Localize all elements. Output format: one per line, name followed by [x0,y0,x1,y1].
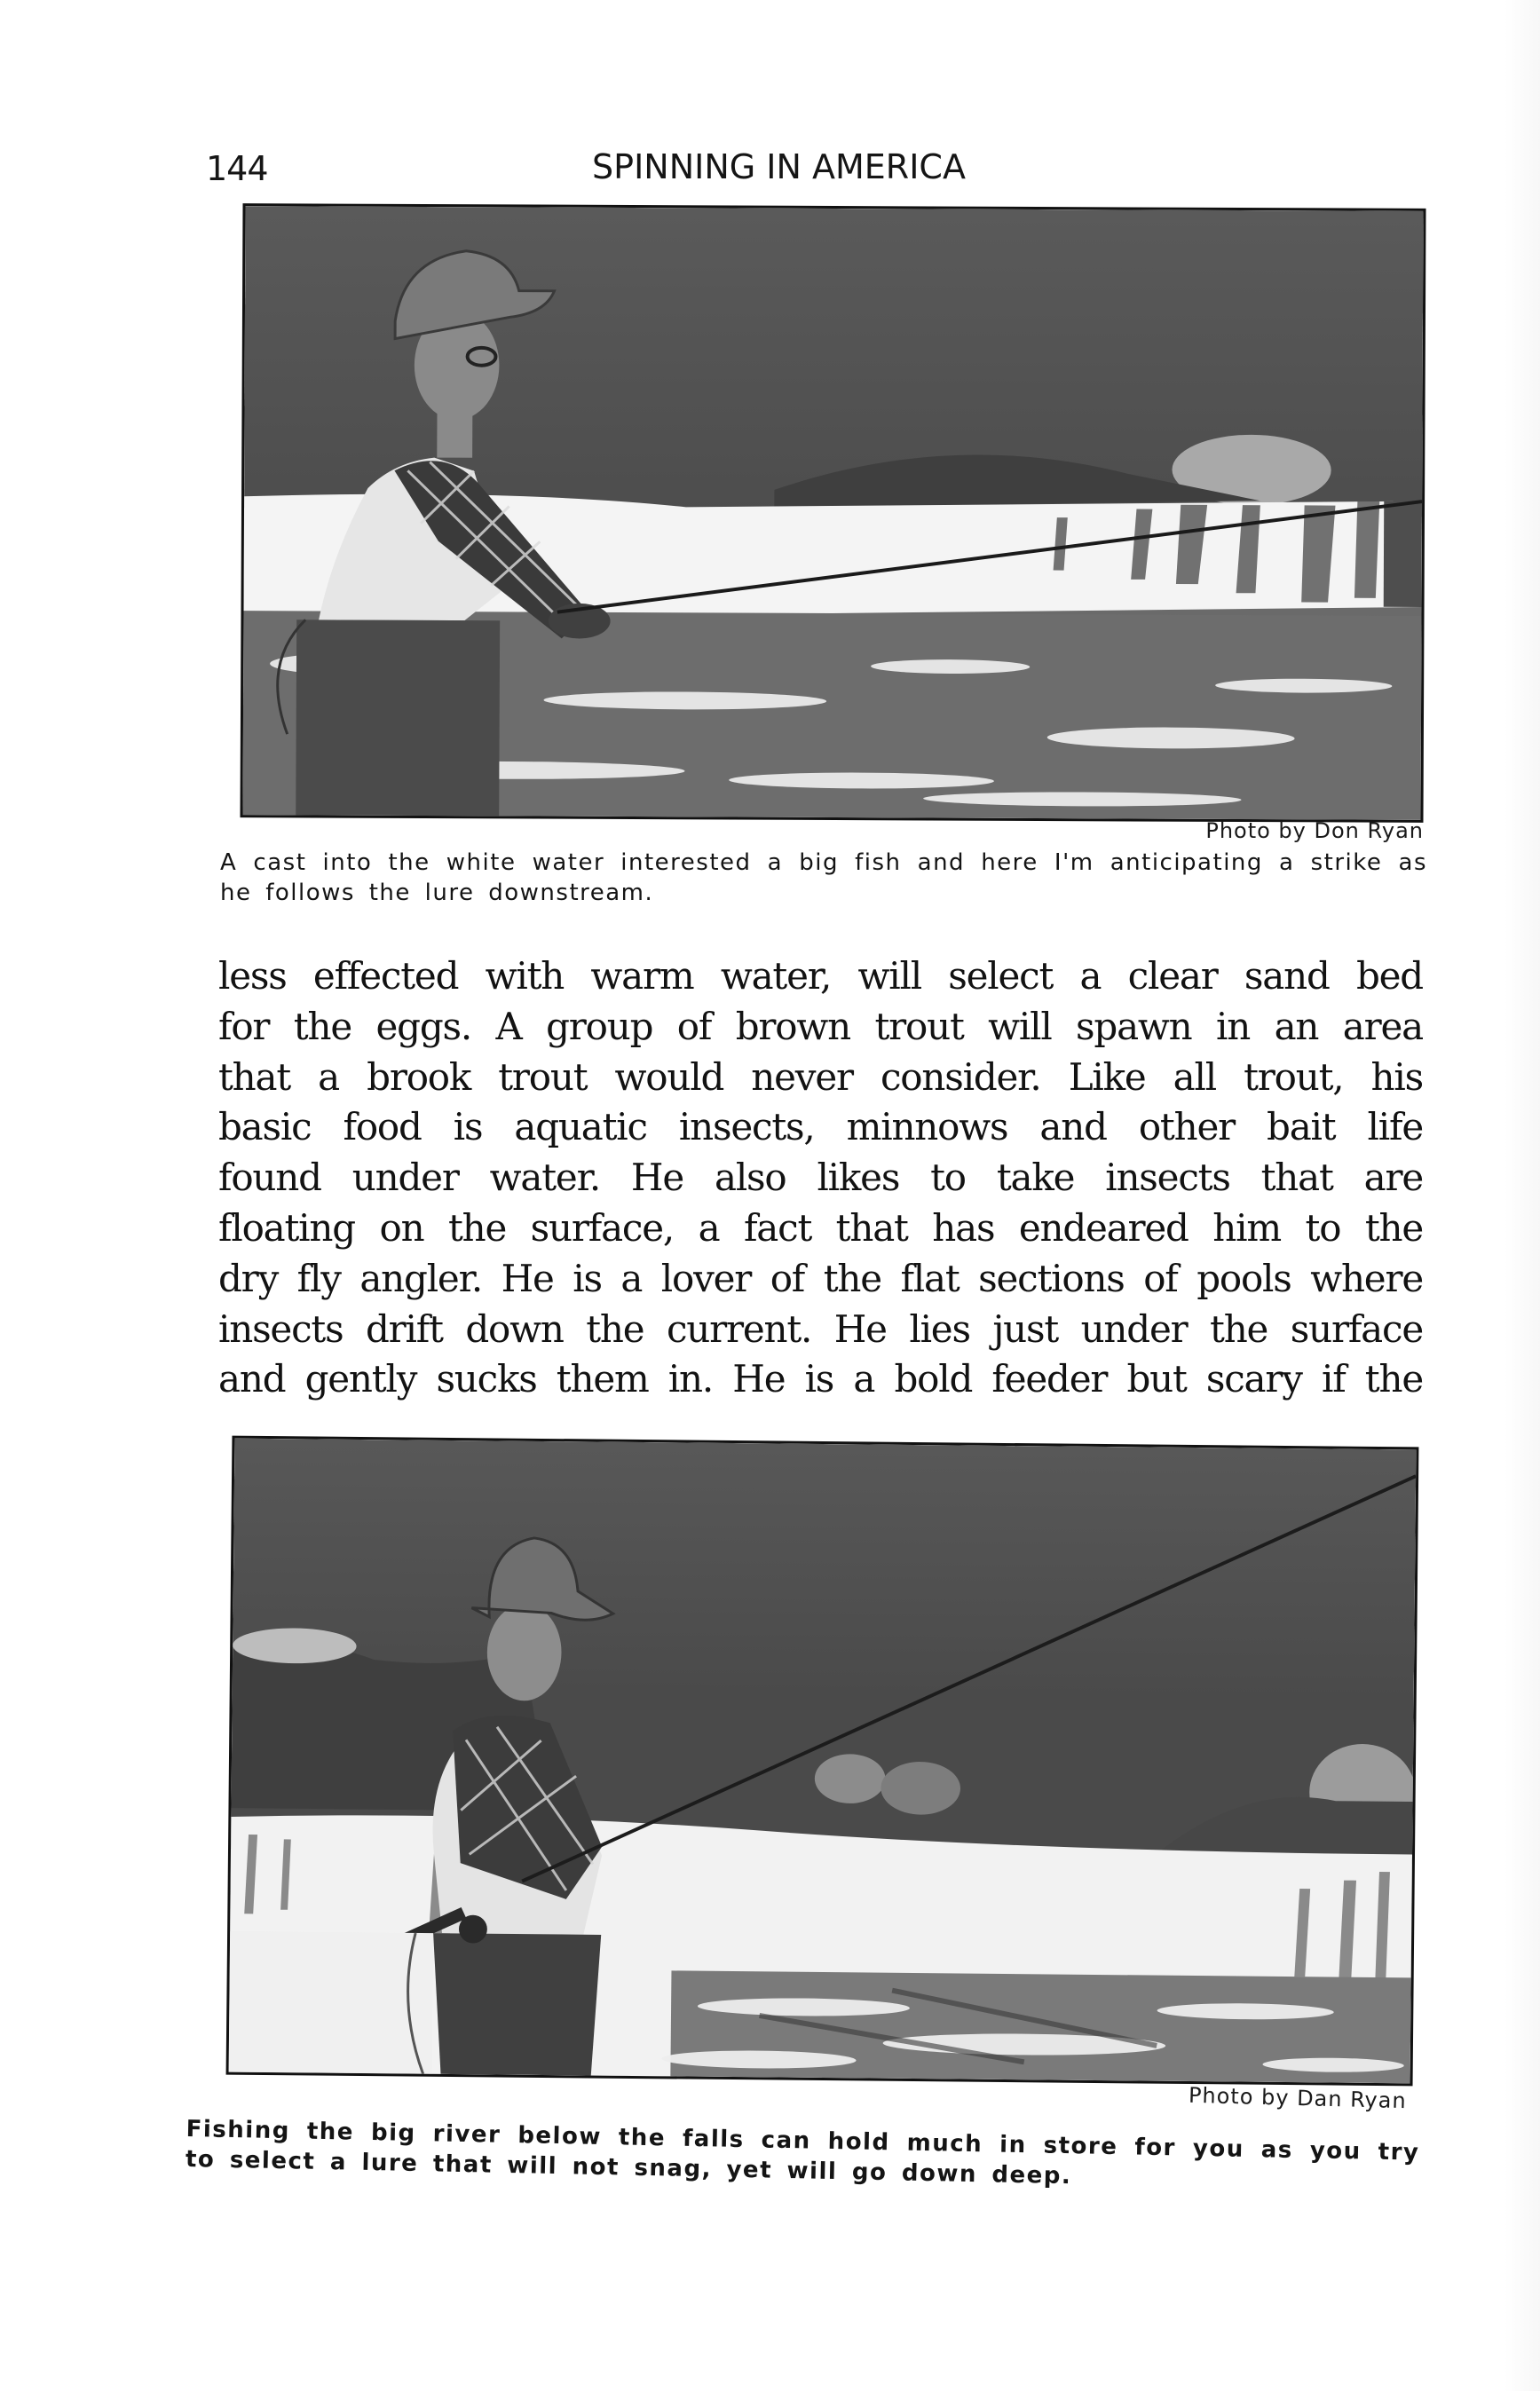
running-title: SPINNING IN AMERICA [592,147,966,186]
body-paragraph [218,951,1423,1405]
photo-1-caption: A cast into the white water interested a big fish and here I'm anticipating a strike as he follows the lure downstream. [220,849,1427,906]
body-line: and gently sucks them in. He is a bold feeder but scary if the [218,1357,1423,1401]
photo-2-image [229,1439,1417,2084]
body-line: basic food is aquatic insects, minnows and other bait life [218,1105,1423,1149]
photo-angler-wading [226,1436,1419,2087]
body-line: found under water. He also likes to take insects that are [218,1156,1423,1200]
photo-1-credit: Photo by Don Ryan [1205,818,1424,843]
photo-angler-casting [240,203,1425,823]
body-line: insects drift down the current. He lies just under the surface [218,1306,1423,1351]
photo-2-credit: Photo by Dan Ryan [1189,2082,1408,2114]
body-line: floating on the surface, a fact that has endeared him to the [218,1205,1423,1250]
page-number: 144 [206,149,268,188]
body-line: that a brook trout would never consider. Like all trout, his [218,1054,1423,1099]
body-line: less effected with warm water, will select a clear sand bed [218,954,1423,998]
photo-2-caption: Fishing the big river below the falls can hold much in store for you as you try to select a lure that will not snag, yet will go down deep. [185,2115,1420,2190]
scan-edge-shadow [1504,0,1540,2391]
body-line: dry fly angler. He is a lover of the flat sections of pools where [218,1256,1423,1300]
photo-1-image [243,206,1424,820]
body-line: for the eggs. A group of brown trout will spawn in an area [218,1004,1423,1048]
